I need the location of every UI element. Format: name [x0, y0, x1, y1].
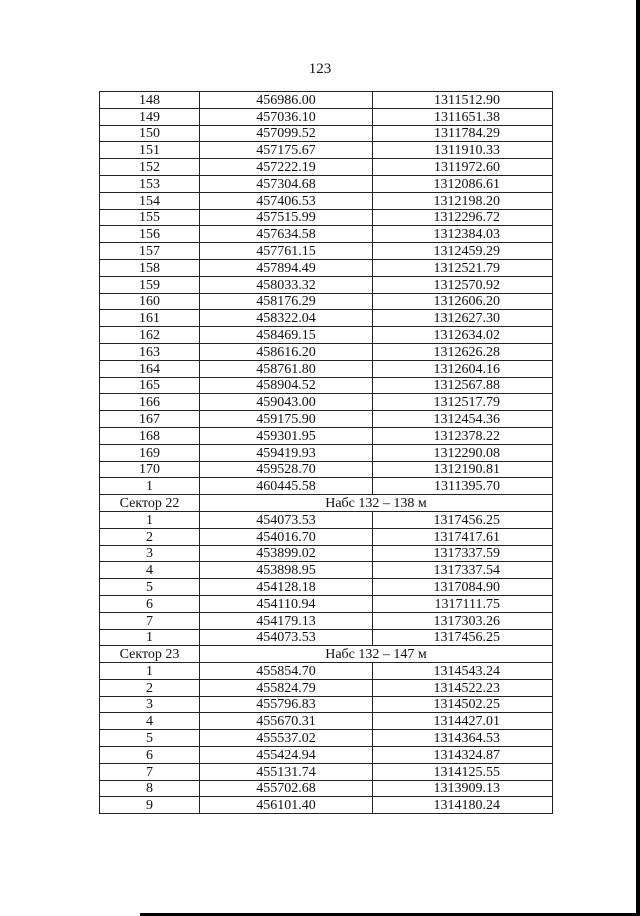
- coordinate-x: 458322.04: [200, 310, 373, 327]
- coordinate-y: 1312634.02: [373, 327, 553, 344]
- coordinate-y: 1314522.23: [373, 679, 553, 696]
- coordinate-x: 456101.40: [200, 797, 373, 814]
- coordinate-x: 458033.32: [200, 276, 373, 293]
- table-row: [100, 797, 553, 814]
- table-row: [100, 679, 553, 696]
- coordinate-y: 1314324.87: [373, 747, 553, 764]
- coordinate-y: 1312567.88: [373, 377, 553, 394]
- point-number: 2: [100, 679, 200, 696]
- coordinate-x: 458616.20: [200, 343, 373, 360]
- table-row: [100, 478, 553, 495]
- coordinate-x: 455854.70: [200, 663, 373, 680]
- coordinate-x: 457099.52: [200, 125, 373, 142]
- coordinate-x: 457634.58: [200, 226, 373, 243]
- table-row: [100, 528, 553, 545]
- coordinate-y: 1317084.90: [373, 579, 553, 596]
- point-number: 158: [100, 259, 200, 276]
- coordinate-x: 454110.94: [200, 595, 373, 612]
- table-row: [100, 713, 553, 730]
- point-number: 2: [100, 528, 200, 545]
- point-number: 168: [100, 427, 200, 444]
- coordinate-x: 458904.52: [200, 377, 373, 394]
- coordinate-x: 457761.15: [200, 243, 373, 260]
- coordinate-x: 457406.53: [200, 192, 373, 209]
- coordinate-y: 1317303.26: [373, 612, 553, 629]
- coordinate-x: 456986.00: [200, 92, 373, 109]
- table-row: [100, 730, 553, 747]
- coordinates-table: [99, 91, 553, 814]
- coordinate-y: 1317337.54: [373, 562, 553, 579]
- coordinate-x: 454179.13: [200, 612, 373, 629]
- coordinate-x: 453898.95: [200, 562, 373, 579]
- table-row: [100, 696, 553, 713]
- point-number: 154: [100, 192, 200, 209]
- table-row: [100, 108, 553, 125]
- coordinate-y: 1312198.20: [373, 192, 553, 209]
- coordinate-x: 457304.68: [200, 175, 373, 192]
- table-row: [100, 259, 553, 276]
- point-number: 164: [100, 360, 200, 377]
- coordinate-x: 457175.67: [200, 142, 373, 159]
- coordinate-y: 1312627.30: [373, 310, 553, 327]
- coordinate-x: 455702.68: [200, 780, 373, 797]
- coordinate-x: 455424.94: [200, 747, 373, 764]
- point-number: 152: [100, 159, 200, 176]
- coordinate-x: 458761.80: [200, 360, 373, 377]
- coordinate-y: 1312521.79: [373, 259, 553, 276]
- coordinate-x: 458176.29: [200, 293, 373, 310]
- coordinate-x: 458469.15: [200, 327, 373, 344]
- point-number: 1: [100, 511, 200, 528]
- table-row: [100, 360, 553, 377]
- point-number: 148: [100, 92, 200, 109]
- point-number: 7: [100, 612, 200, 629]
- coordinate-x: 455131.74: [200, 763, 373, 780]
- point-number: 160: [100, 293, 200, 310]
- coordinate-x: 454073.53: [200, 511, 373, 528]
- point-number: 156: [100, 226, 200, 243]
- coordinate-x: 455796.83: [200, 696, 373, 713]
- table-row: [100, 92, 553, 109]
- coordinate-x: 455537.02: [200, 730, 373, 747]
- table-row: [100, 461, 553, 478]
- coordinate-y: 1317337.59: [373, 545, 553, 562]
- table-row: [100, 427, 553, 444]
- coordinate-x: 454016.70: [200, 528, 373, 545]
- table-row: [100, 377, 553, 394]
- table-row: [100, 243, 553, 260]
- point-number: 4: [100, 562, 200, 579]
- point-number: 1: [100, 629, 200, 646]
- coordinate-y: 1312570.92: [373, 276, 553, 293]
- page-number: 123: [308, 61, 332, 77]
- coordinate-x: 457894.49: [200, 259, 373, 276]
- coordinate-y: 1312454.36: [373, 411, 553, 428]
- point-number: 161: [100, 310, 200, 327]
- coordinate-y: 1314180.24: [373, 797, 553, 814]
- point-number: 163: [100, 343, 200, 360]
- table-row: [100, 175, 553, 192]
- coordinate-x: 459419.93: [200, 444, 373, 461]
- coordinate-x: 454128.18: [200, 579, 373, 596]
- point-number: 169: [100, 444, 200, 461]
- point-number: 9: [100, 797, 200, 814]
- table-row: [100, 310, 553, 327]
- coordinate-y: 1312296.72: [373, 209, 553, 226]
- sector-header-row: [100, 646, 553, 663]
- coordinate-x: 457036.10: [200, 108, 373, 125]
- table-row: [100, 629, 553, 646]
- table-row: [100, 411, 553, 428]
- point-number: 3: [100, 696, 200, 713]
- sector-name: Сектор 23: [100, 646, 200, 663]
- coordinate-y: 1317417.61: [373, 528, 553, 545]
- point-number: 155: [100, 209, 200, 226]
- coordinate-y: 1312606.20: [373, 293, 553, 310]
- table-row: [100, 763, 553, 780]
- coordinate-y: 1311972.60: [373, 159, 553, 176]
- coordinate-y: 1314502.25: [373, 696, 553, 713]
- table-row: [100, 142, 553, 159]
- table-row: [100, 562, 553, 579]
- point-number: 159: [100, 276, 200, 293]
- coordinate-y: 1317456.25: [373, 511, 553, 528]
- coordinate-y: 1311395.70: [373, 478, 553, 495]
- sector-name: Сектор 22: [100, 495, 200, 512]
- coordinate-x: 459528.70: [200, 461, 373, 478]
- table-row: [100, 343, 553, 360]
- coordinate-y: 1312190.81: [373, 461, 553, 478]
- coordinate-y: 1314543.24: [373, 663, 553, 680]
- table-row: [100, 192, 553, 209]
- coordinate-x: 460445.58: [200, 478, 373, 495]
- table-row: [100, 747, 553, 764]
- point-number: 165: [100, 377, 200, 394]
- coordinates-table-body: [100, 92, 553, 814]
- coordinate-y: 1314125.55: [373, 763, 553, 780]
- table-row: [100, 511, 553, 528]
- point-number: 166: [100, 394, 200, 411]
- page-edge-right: [636, 0, 640, 916]
- table-row: [100, 159, 553, 176]
- coordinate-x: 459175.90: [200, 411, 373, 428]
- table-row: [100, 579, 553, 596]
- coordinate-x: 455824.79: [200, 679, 373, 696]
- table-row: [100, 595, 553, 612]
- coordinate-y: 1311651.38: [373, 108, 553, 125]
- coordinate-y: 1312086.61: [373, 175, 553, 192]
- point-number: 170: [100, 461, 200, 478]
- coordinate-y: 1311910.33: [373, 142, 553, 159]
- point-number: 150: [100, 125, 200, 142]
- point-number: 149: [100, 108, 200, 125]
- coordinate-x: 453899.02: [200, 545, 373, 562]
- coordinate-y: 1312517.79: [373, 394, 553, 411]
- point-number: 167: [100, 411, 200, 428]
- coordinate-y: 1314427.01: [373, 713, 553, 730]
- coordinate-x: 457515.99: [200, 209, 373, 226]
- coordinate-y: 1313909.13: [373, 780, 553, 797]
- table-row: [100, 612, 553, 629]
- table-row: [100, 780, 553, 797]
- table-row: [100, 125, 553, 142]
- point-number: 153: [100, 175, 200, 192]
- coordinate-x: 455670.31: [200, 713, 373, 730]
- coordinate-y: 1312384.03: [373, 226, 553, 243]
- coordinate-y: 1311784.29: [373, 125, 553, 142]
- table-row: [100, 444, 553, 461]
- coordinate-y: 1312626.28: [373, 343, 553, 360]
- table-row: [100, 276, 553, 293]
- point-number: 3: [100, 545, 200, 562]
- table-row: [100, 327, 553, 344]
- point-number: 5: [100, 579, 200, 596]
- coordinate-y: 1317111.75: [373, 595, 553, 612]
- coordinate-x: 454073.53: [200, 629, 373, 646]
- sector-height-range: Набс 132 – 147 м: [200, 646, 553, 663]
- point-number: 5: [100, 730, 200, 747]
- point-number: 7: [100, 763, 200, 780]
- coordinate-x: 457222.19: [200, 159, 373, 176]
- coordinate-y: 1312604.16: [373, 360, 553, 377]
- coordinate-x: 459301.95: [200, 427, 373, 444]
- point-number: 6: [100, 747, 200, 764]
- coordinate-x: 459043.00: [200, 394, 373, 411]
- point-number: 162: [100, 327, 200, 344]
- sector-header-row: [100, 495, 553, 512]
- coordinate-y: 1312290.08: [373, 444, 553, 461]
- coordinate-y: 1314364.53: [373, 730, 553, 747]
- point-number: 4: [100, 713, 200, 730]
- coordinate-y: 1317456.25: [373, 629, 553, 646]
- point-number: 1: [100, 663, 200, 680]
- table-row: [100, 209, 553, 226]
- point-number: 157: [100, 243, 200, 260]
- table-row: [100, 663, 553, 680]
- point-number: 1: [100, 478, 200, 495]
- point-number: 151: [100, 142, 200, 159]
- table-row: [100, 226, 553, 243]
- table-row: [100, 394, 553, 411]
- table-row: [100, 545, 553, 562]
- point-number: 8: [100, 780, 200, 797]
- coordinate-y: 1311512.90: [373, 92, 553, 109]
- point-number: 6: [100, 595, 200, 612]
- coordinate-y: 1312459.29: [373, 243, 553, 260]
- sector-height-range: Набс 132 – 138 м: [200, 495, 553, 512]
- coordinate-y: 1312378.22: [373, 427, 553, 444]
- table-row: [100, 293, 553, 310]
